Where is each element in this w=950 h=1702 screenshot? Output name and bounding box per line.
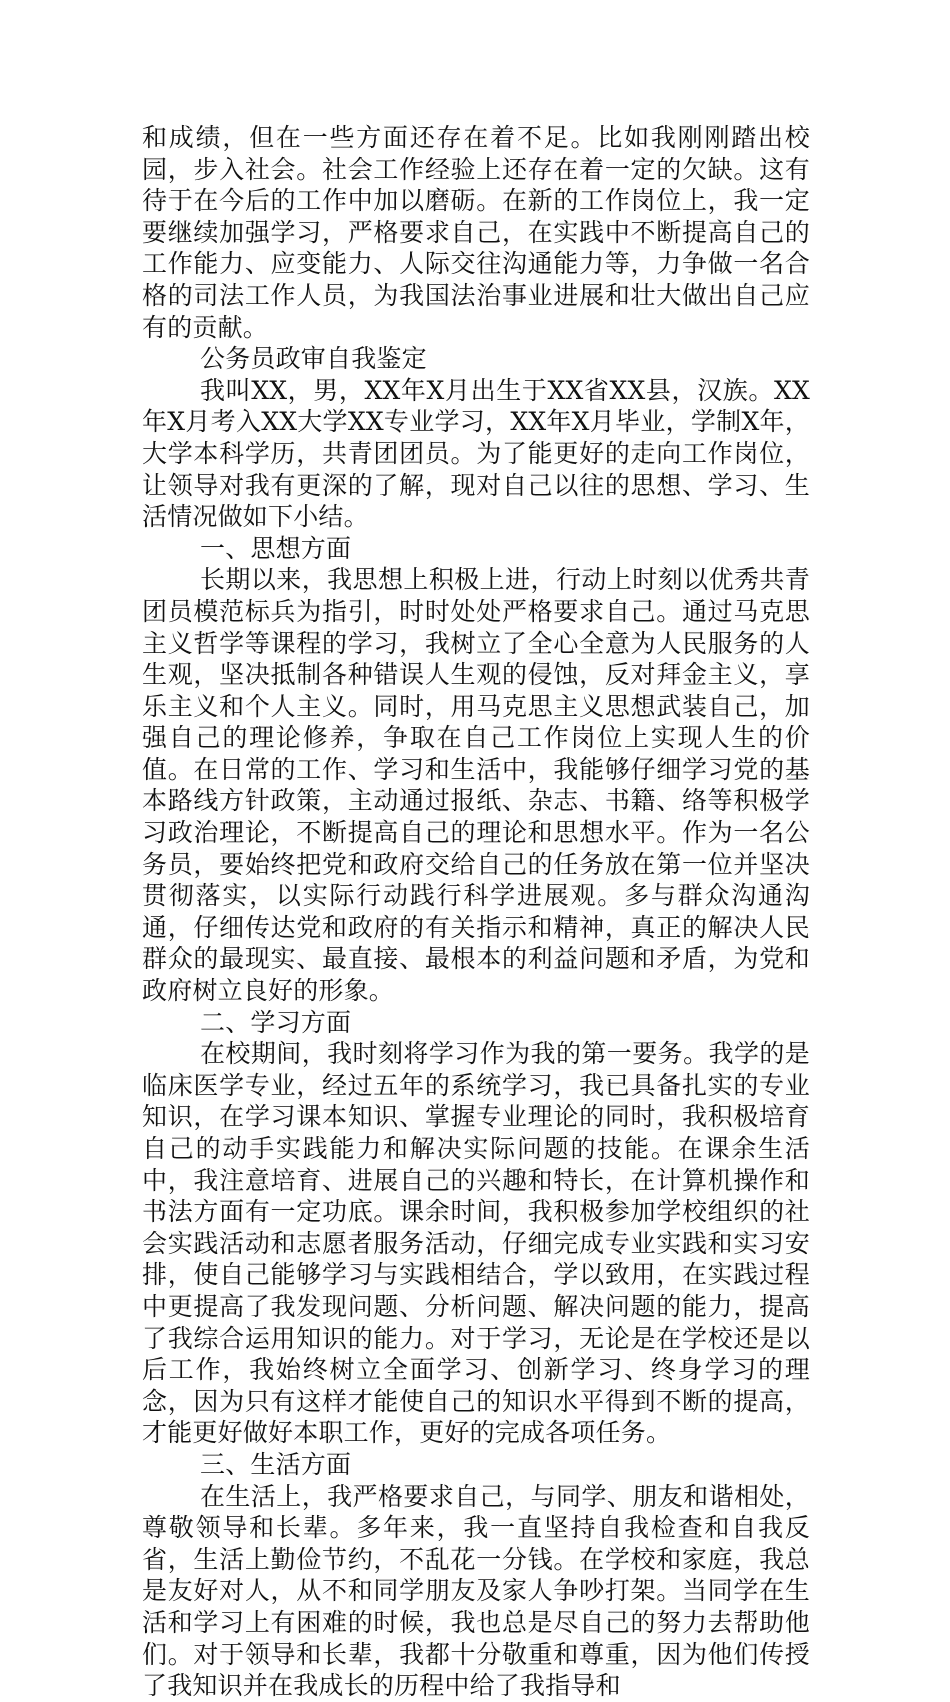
section-title: 公务员政审自我鉴定 bbox=[200, 344, 427, 374]
heading-study: 二、学习方面 bbox=[200, 1007, 352, 1037]
paragraph-life: 在生活上，我严格要求自己，与同学、朋友和谐相处，尊敬领导和长辈。多年来，我一直坚持自我检查和自我反省，生活上勤俭节约，不乱花一分钱。在学校和家庭，我总是友好对人，从不和同学朋友及家人争吵打架。当同学在生活和学习上有困难的时候，我也总是尽自己的努力去帮助他们。对于领导和长辈，我都十分敬重和尊重，因为他们传授了我知识并在我成长的历程中给了我指导和 bbox=[142, 1481, 810, 1701]
paragraph-introduction: 我叫XX，男，XX年X月出生于XX省XX县，汉族。XX年X月考入XX大学XX专业学习，XX年X月毕业，学制X年，大学本科学历，共青团团员。为了能更好的走向工作岗位，让领导对我有更深的了解，现对自己以往的思想、学习、生活情况做如下小结。 bbox=[142, 375, 810, 532]
paragraph-continuation: 和成绩，但在一些方面还存在着不足。比如我刚刚踏出校园，步入社会。社会工作经验上还存在着一定的欠缺。这有待于在今后的工作中加以磨砺。在新的工作岗位上，我一定要继续加强学习，严格要求自己，在实践中不断提高自己的工作能力、应变能力、人际交往沟通能力等，力争做一名合格的司法工作人员，为我国法治事业进展和壮大做出自己应有的贡献。 bbox=[142, 123, 810, 342]
paragraph-thought: 长期以来，我思想上积极上进，行动上时刻以优秀共青团员模范标兵为指引，时时处处严格要求自己。通过马克思主义哲学等课程的学习，我树立了全心全意为人民服务的人生观，坚决抵制各种错误人生观的侵蚀，反对拜金主义，享乐主义和个人主义。同时，用马克思主义思想武装自己，加强自己的理论修养，争取在自己工作岗位上实现人生的价值。在日常的工作、学习和生活中，我能够仔细学习党的基本路线方针政策，主动通过报纸、杂志、书籍、络等积极学习政治理论，不断提高自己的理论和思想水平。作为一名公务员，要始终把党和政府交给自己的任务放在第一位并坚决贯彻落实，以实际行动践行科学进展观。多与群众沟通沟通，仔细传达党和政府的有关指示和精神，真正的解决人民群众的最现实、最直接、最根本的利益问题和矛盾，为党和政府树立良好的形象。 bbox=[142, 565, 810, 1006]
heading-life: 三、生活方面 bbox=[200, 1449, 352, 1479]
heading-thought: 一、思想方面 bbox=[200, 533, 352, 563]
paragraph-study: 在校期间，我时刻将学习作为我的第一要务。我学的是临床医学专业，经过五年的系统学习，我已具备扎实的专业知识，在学习课本知识、掌握专业理论的同时，我积极培育自己的动手实践能力和解决实际问题的技能。在课余生活中，我注意培育、进展自己的兴趣和特长，在计算机操作和书法方面有一定功底。课余时间，我积极参加学校组织的社会实践活动和志愿者服务活动，仔细完成专业实践和实习安排，使自己能够学习与实践相结合，学以致用，在实践过程中更提高了我发现问题、分析问题、解决问题的能力，提高了我综合运用知识的能力。对于学习，无论是在学校还是以后工作，我始终树立全面学习、创新学习、终身学习的理念，因为只有这样才能使自己的知识水平得到不断的提高，才能更好做好本职工作，更好的完成各项任务。 bbox=[142, 1039, 810, 1448]
